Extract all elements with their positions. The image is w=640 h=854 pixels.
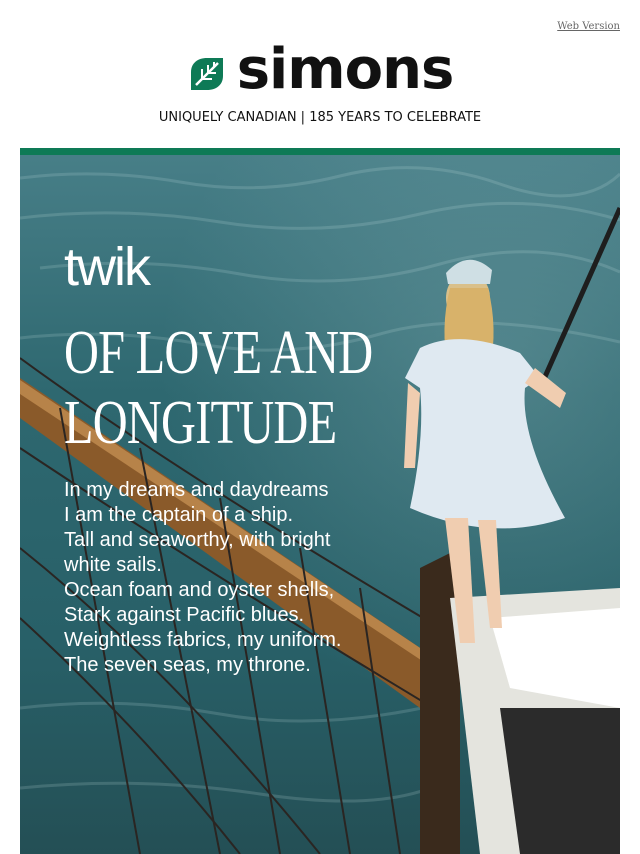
brand-logo[interactable] bbox=[0, 37, 640, 102]
poem-line: In my dreams and daydreams bbox=[64, 479, 329, 501]
twik-logo: twik bbox=[64, 237, 149, 297]
leaf-logo-icon bbox=[187, 54, 227, 94]
hero-banner[interactable] bbox=[20, 148, 620, 854]
headline-line: OF LOVE AND bbox=[64, 319, 373, 387]
poem-line: white sails. bbox=[64, 554, 162, 576]
poem-line: I am the captain of a ship. bbox=[64, 504, 294, 526]
poem-line: The seven seas, my throne. bbox=[64, 654, 311, 676]
tagline: UNIQUELY CANADIAN | 185 YEARS TO CELEBRATE bbox=[158, 110, 482, 125]
brand-wordmark: simons bbox=[236, 37, 454, 102]
headline-line: LONGITUDE bbox=[64, 389, 337, 457]
hero-accent-bar bbox=[20, 148, 620, 155]
web-version-link[interactable]: Web Version bbox=[557, 21, 620, 32]
poem-line: Ocean foam and oyster shells, bbox=[64, 579, 335, 601]
hero-headline bbox=[64, 318, 373, 458]
hero-poem bbox=[64, 478, 342, 678]
poem-line: Weightless fabrics, my uniform. bbox=[64, 629, 342, 651]
poem-line: Tall and seaworthy, with bright bbox=[64, 529, 331, 551]
poem-line: Stark against Pacific blues. bbox=[64, 604, 305, 626]
